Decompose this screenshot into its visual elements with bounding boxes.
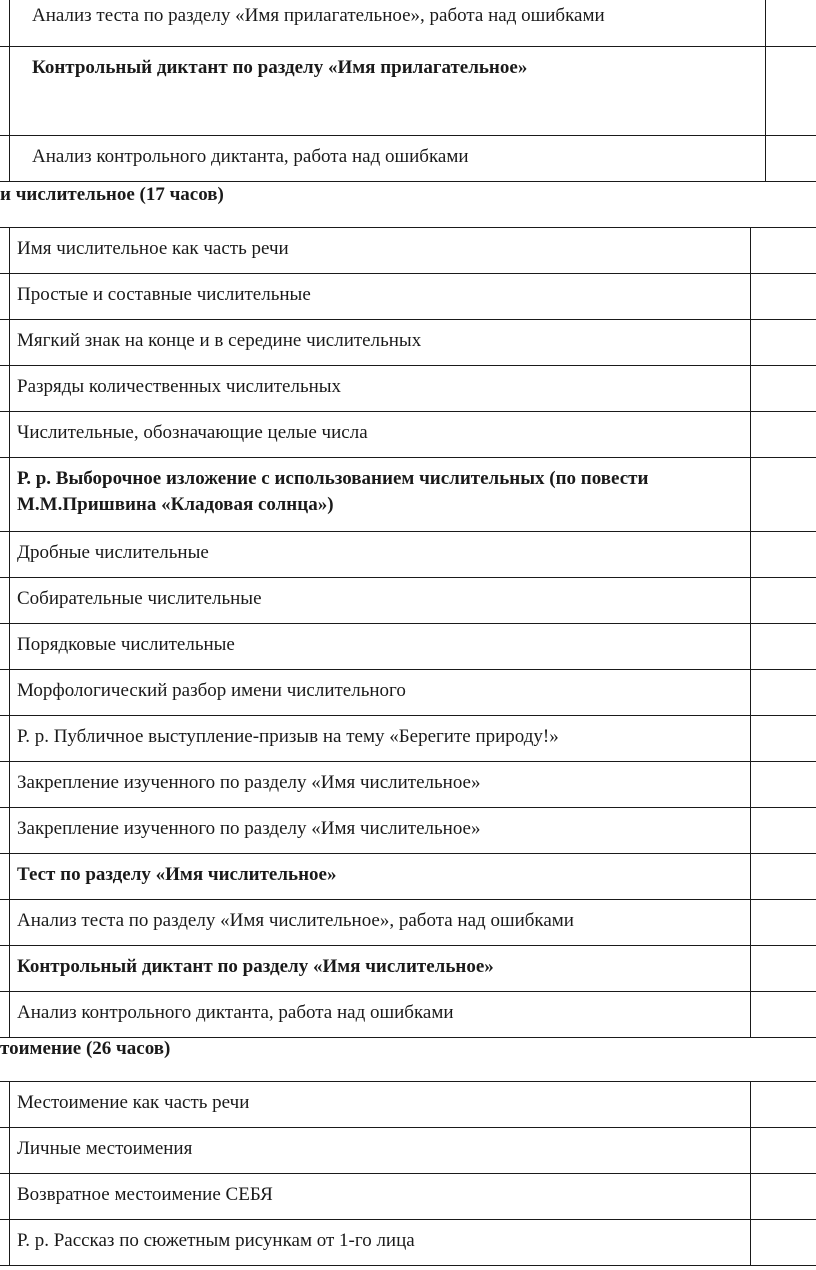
lesson-topic: Анализ теста по разделу «Имя числительное», работа над ошибками [17, 910, 574, 931]
lesson-hours-cell [751, 670, 816, 716]
lesson-topic-cell [10, 624, 751, 670]
lesson-number-cell [0, 900, 10, 946]
lesson-topic: Возвратное местоимение СЕБЯ [17, 1184, 273, 1205]
lesson-number-cell [0, 136, 10, 182]
lesson-hours-cell [751, 1082, 816, 1128]
lesson-number-cell [0, 808, 10, 854]
table-row [0, 762, 816, 808]
lesson-number-cell [0, 578, 10, 624]
lesson-hours-cell [751, 946, 816, 992]
lesson-hours-cell [766, 0, 816, 47]
lesson-hours-cell [751, 992, 816, 1038]
section-heading-pronoun: тоимение (26 часов) [0, 1038, 171, 1059]
lesson-topic-cell [10, 670, 751, 716]
table-row [0, 1128, 816, 1174]
table-row [0, 532, 816, 578]
table-row [0, 578, 816, 624]
lesson-hours-cell [751, 716, 816, 762]
lesson-hours-cell [751, 532, 816, 578]
lesson-topic-cell [10, 228, 751, 274]
table-row [0, 412, 816, 458]
lesson-hours-cell [751, 900, 816, 946]
lesson-topic: Анализ теста по разделу «Имя прилагательное», работа над ошибками [32, 5, 605, 26]
lesson-table-numeral [0, 227, 816, 1038]
table-row [0, 900, 816, 946]
lesson-topic: Р. р. Публичное выступление-призыв на тему «Берегите природу!» [17, 726, 559, 747]
table-row [0, 1174, 816, 1220]
table-row [0, 670, 816, 716]
table-row [0, 136, 816, 182]
lesson-topic: Контрольный диктант по разделу «Имя прилагательное» [32, 57, 528, 78]
table-row [0, 854, 816, 900]
lesson-topic: Порядковые числительные [17, 634, 235, 655]
lesson-topic: Разряды количественных числительных [17, 376, 342, 397]
lesson-hours-cell [751, 228, 816, 274]
table-row [0, 274, 816, 320]
lesson-topic-cell [10, 412, 751, 458]
lesson-number-cell [0, 992, 10, 1038]
table-row [0, 458, 816, 532]
lesson-topic: Числительные, обозначающие целые числа [17, 422, 368, 443]
lesson-topic: Имя числительное как часть речи [17, 238, 289, 259]
lesson-hours-cell [751, 320, 816, 366]
lesson-hours-cell [751, 412, 816, 458]
lesson-topic-cell [10, 854, 751, 900]
lesson-hours-cell [751, 458, 816, 532]
lesson-number-cell [0, 366, 10, 412]
lesson-hours-cell [751, 578, 816, 624]
lesson-topic: Личные местоимения [17, 1138, 193, 1159]
table-row [0, 808, 816, 854]
lesson-number-cell [0, 1174, 10, 1220]
table-row [0, 1220, 816, 1266]
lesson-number-cell [0, 1220, 10, 1266]
lesson-number-cell [0, 228, 10, 274]
lesson-topic-cell [10, 458, 751, 532]
lesson-topic: Морфологический разбор имени числительного [17, 680, 406, 701]
lesson-topic-cell [10, 320, 751, 366]
lesson-topic: Местоимение как часть речи [17, 1092, 250, 1113]
lesson-hours-cell [751, 366, 816, 412]
lesson-topic: Р. р. Выборочное изложение с использованием числительных (по повести М.М.Пришвина «Кладовая солнца») [17, 468, 649, 515]
lesson-hours-cell [751, 624, 816, 670]
table-row [0, 992, 816, 1038]
table-row [0, 624, 816, 670]
lesson-table-pronoun [0, 1081, 816, 1266]
lesson-number-cell [0, 0, 10, 47]
lesson-number-cell [0, 412, 10, 458]
lesson-number-cell [0, 670, 10, 716]
lesson-number-cell [0, 320, 10, 366]
lesson-topic-cell [10, 808, 751, 854]
lesson-topic: Анализ контрольного диктанта, работа над ошибками [32, 146, 469, 167]
lesson-topic-cell [10, 532, 751, 578]
lesson-topic-cell [10, 578, 751, 624]
lesson-topic: Простые и составные числительные [17, 284, 311, 305]
table-row [0, 0, 816, 47]
section-heading-numeral: и числительное (17 часов) [0, 184, 224, 205]
lesson-topic-cell [10, 274, 751, 320]
lesson-topic-cell [10, 1174, 751, 1220]
lesson-topic-cell [10, 716, 751, 762]
lesson-number-cell [0, 624, 10, 670]
table-row [0, 366, 816, 412]
lesson-topic: Закрепление изученного по разделу «Имя числительное» [17, 772, 481, 793]
lesson-topic-cell [10, 366, 751, 412]
lesson-topic-cell [10, 136, 766, 182]
table-row [0, 228, 816, 274]
lesson-hours-cell [766, 47, 816, 136]
table-row [0, 47, 816, 136]
lesson-topic: Дробные числительные [17, 542, 209, 563]
lesson-topic-cell [10, 1082, 751, 1128]
lesson-topic-cell [10, 946, 751, 992]
lesson-number-cell [0, 47, 10, 136]
lesson-number-cell [0, 854, 10, 900]
lesson-number-cell [0, 762, 10, 808]
lesson-number-cell [0, 716, 10, 762]
lesson-hours-cell [751, 274, 816, 320]
lesson-hours-cell [766, 136, 816, 182]
lesson-hours-cell [751, 1220, 816, 1266]
lesson-topic-cell [10, 762, 751, 808]
lesson-number-cell [0, 532, 10, 578]
lesson-hours-cell [751, 854, 816, 900]
lesson-topic: Закрепление изученного по разделу «Имя числительное» [17, 818, 481, 839]
lesson-topic: Анализ контрольного диктанта, работа над ошибками [17, 1002, 454, 1023]
table-row [0, 320, 816, 366]
lesson-number-cell [0, 946, 10, 992]
lesson-number-cell [0, 274, 10, 320]
lesson-topic-cell [10, 992, 751, 1038]
lesson-topic-cell [10, 47, 766, 136]
lesson-number-cell [0, 458, 10, 532]
lesson-topic: Мягкий знак на конце и в середине числительных [17, 330, 422, 351]
table-row [0, 1082, 816, 1128]
lesson-topic: Тест по разделу «Имя числительное» [17, 864, 337, 885]
lesson-hours-cell [751, 1128, 816, 1174]
table-row [0, 946, 816, 992]
lesson-hours-cell [751, 1174, 816, 1220]
table-row [0, 716, 816, 762]
lesson-topic-cell [10, 1220, 751, 1266]
lesson-hours-cell [751, 762, 816, 808]
lesson-topic: Контрольный диктант по разделу «Имя числительное» [17, 956, 494, 977]
lesson-topic: Собирательные числительные [17, 588, 262, 609]
lesson-number-cell [0, 1128, 10, 1174]
lesson-table-adjective [0, 0, 816, 182]
lesson-hours-cell [751, 808, 816, 854]
lesson-topic-cell [10, 0, 766, 47]
lesson-topic-cell [10, 900, 751, 946]
lesson-topic-cell [10, 1128, 751, 1174]
lesson-topic: Р. р. Рассказ по сюжетным рисункам от 1-го лица [17, 1230, 415, 1251]
lesson-number-cell [0, 1082, 10, 1128]
